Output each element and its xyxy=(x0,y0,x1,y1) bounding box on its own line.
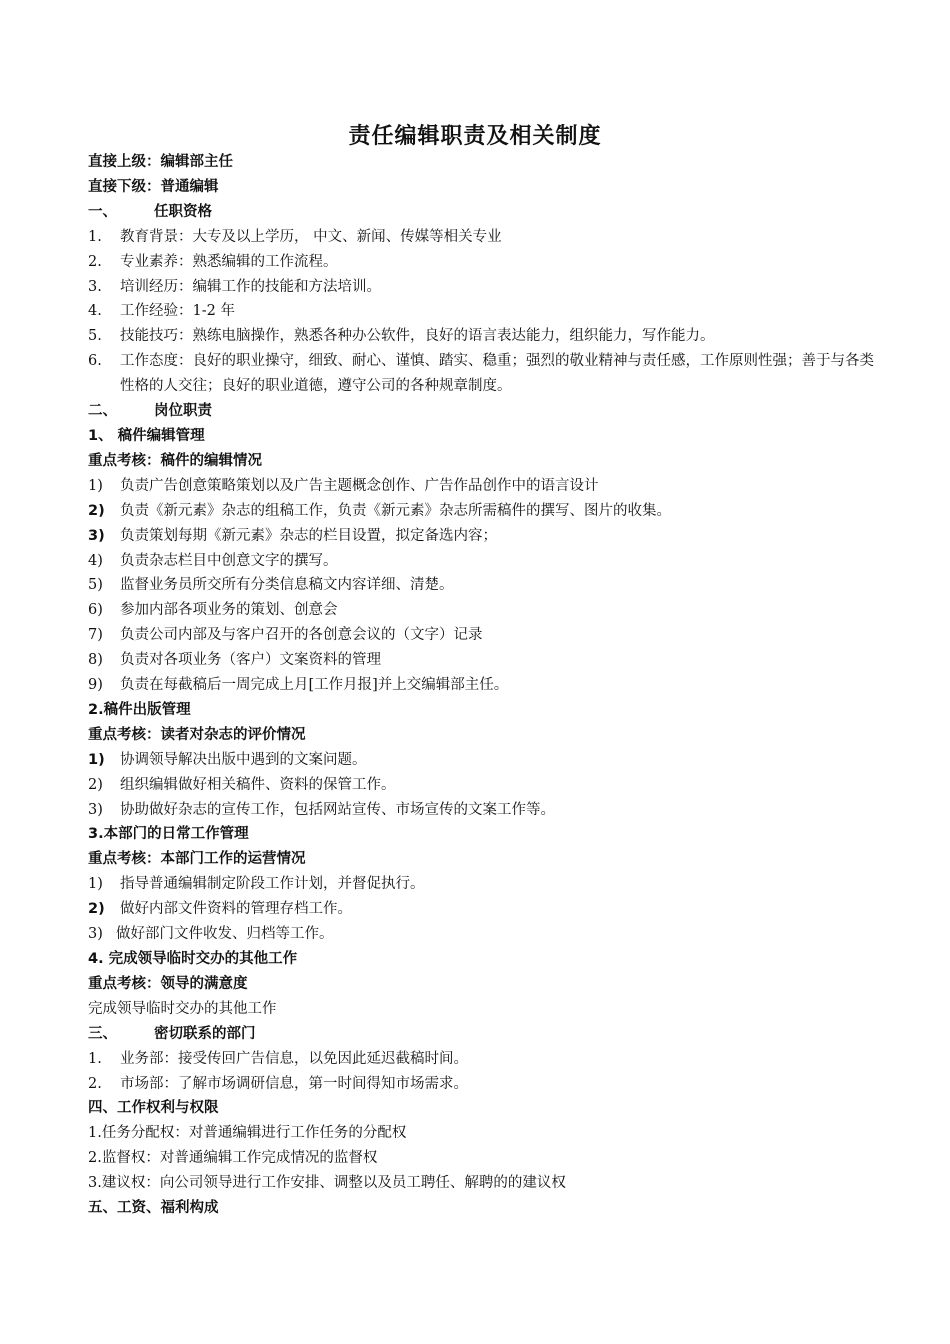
authority-item: 1.任务分配权：对普通编辑进行工作任务的分配权 xyxy=(88,1125,407,1142)
duty-item: 5) 监督业务员所交所有分类信息稿文内容详细、清楚。 xyxy=(88,577,454,594)
subsection-heading: 2.稿件出版管理 xyxy=(88,701,191,718)
section-3-number: 三、 xyxy=(88,1025,117,1042)
duty-item: 2) 做好内部文件资料的管理存档工作。 xyxy=(88,901,352,918)
document-title: 责任编辑职责及相关制度 xyxy=(348,124,602,149)
section-1-title: 任职资格 xyxy=(154,203,212,220)
duty-item: 3) 做好部门文件收发、归档等工作。 xyxy=(88,926,334,943)
duty-item: 9) 负责在每截稿后一周完成上月[工作月报]并上交编辑部主任。 xyxy=(88,677,509,694)
subsection-heading: 4. 完成领导临时交办的其他工作 xyxy=(88,951,298,967)
assessment-focus: 重点考核：读者对杂志的评价情况 xyxy=(88,726,306,743)
duty-item: 1) 指导普通编辑制定阶段工作计划，并督促执行。 xyxy=(88,876,425,893)
section-1-heading xyxy=(88,200,888,225)
duty-item: 4) 负责杂志栏目中创意文字的撰写。 xyxy=(88,552,338,569)
section-2-title: 岗位职责 xyxy=(154,403,212,420)
qualification-item: 4. 工作经验：1-2 年 xyxy=(88,303,235,320)
direct-subordinate: 直接下级：普通编辑 xyxy=(88,178,219,195)
duty-item: 1) 负责广告创意策略策划以及广告主题概念创作、广告作品创作中的语言设计 xyxy=(88,477,599,494)
duty-text: 完成领导临时交办的其他工作 xyxy=(88,1000,277,1017)
subsection-heading: 1、 稿件编辑管理 xyxy=(88,427,205,444)
section-3-heading xyxy=(88,1022,888,1047)
section-2-heading xyxy=(88,399,888,424)
section-4-heading: 四、工作权利与权限 xyxy=(88,1100,219,1117)
subsection-heading: 3.本部门的日常工作管理 xyxy=(88,826,249,843)
duty-item: 3) 协助做好杂志的宣传工作，包括网站宣传、市场宣传的文案工作等。 xyxy=(88,801,555,818)
duty-item: 2) 负责《新元素》杂志的组稿工作，负责《新元素》杂志所需稿件的撰写、图片的收集。 xyxy=(88,502,671,519)
qualification-item: 6. 工作态度：良好的职业操守，细致、耐心、谨慎、踏实、稳重；强烈的敬业精神与责任感，工作原则性强；善于与各类性格的人交往；良好的职业道德，遵守公司的各种规章制度。 xyxy=(88,353,874,395)
section-3-title: 密切联系的部门 xyxy=(154,1025,256,1042)
duty-item: 3) 负责策划每期《新元素》杂志的栏目设置，拟定备选内容； xyxy=(88,527,497,544)
assessment-focus: 重点考核：稿件的编辑情况 xyxy=(88,452,262,469)
authority-item: 3.建议权：向公司领导进行工作安排、调整以及员工聘任、解聘的的建议权 xyxy=(88,1175,566,1192)
qualification-item: 5. 技能技巧：熟练电脑操作，熟悉各种办公软件，良好的语言表达能力，组织能力，写作能力。 xyxy=(88,328,715,345)
direct-superior: 直接上级：编辑部主任 xyxy=(88,154,233,170)
duty-item: 7) 负责公司内部及与客户召开的各创意会议的（文字）记录 xyxy=(88,627,483,644)
department-item: 2. 市场部：了解市场调研信息，第一时间得知市场需求。 xyxy=(88,1075,468,1092)
duty-item: 8) 负责对各项业务（客户）文案资料的管理 xyxy=(88,652,381,669)
section-5-heading: 五、工资、福利构成 xyxy=(88,1200,219,1217)
assessment-focus: 重点考核：本部门工作的运营情况 xyxy=(88,851,306,868)
document-body xyxy=(88,150,888,1221)
authority-item: 2.监督权：对普通编辑工作完成情况的监督权 xyxy=(88,1150,378,1167)
duty-item: 2) 组织编辑做好相关稿件、资料的保管工作。 xyxy=(88,776,396,793)
department-item: 1. 业务部：接受传回广告信息，以免因此延迟截稿时间。 xyxy=(88,1050,468,1067)
section-2-number: 二、 xyxy=(88,403,117,420)
duty-item: 1) 协调领导解决出版中遇到的文案问题。 xyxy=(88,751,367,768)
qualification-item: 3. 培训经历：编辑工作的技能和方法培训。 xyxy=(88,278,381,295)
qualification-item: 2. 专业素养：熟悉编辑的工作流程。 xyxy=(88,253,338,270)
section-1-number: 一、 xyxy=(88,203,117,220)
qualification-item: 1. 教育背景：大专及以上学历， 中文、新闻、传媒等相关专业 xyxy=(88,228,502,245)
assessment-focus: 重点考核：领导的满意度 xyxy=(88,975,248,992)
duty-item: 6) 参加内部各项业务的策划、创意会 xyxy=(88,602,338,619)
